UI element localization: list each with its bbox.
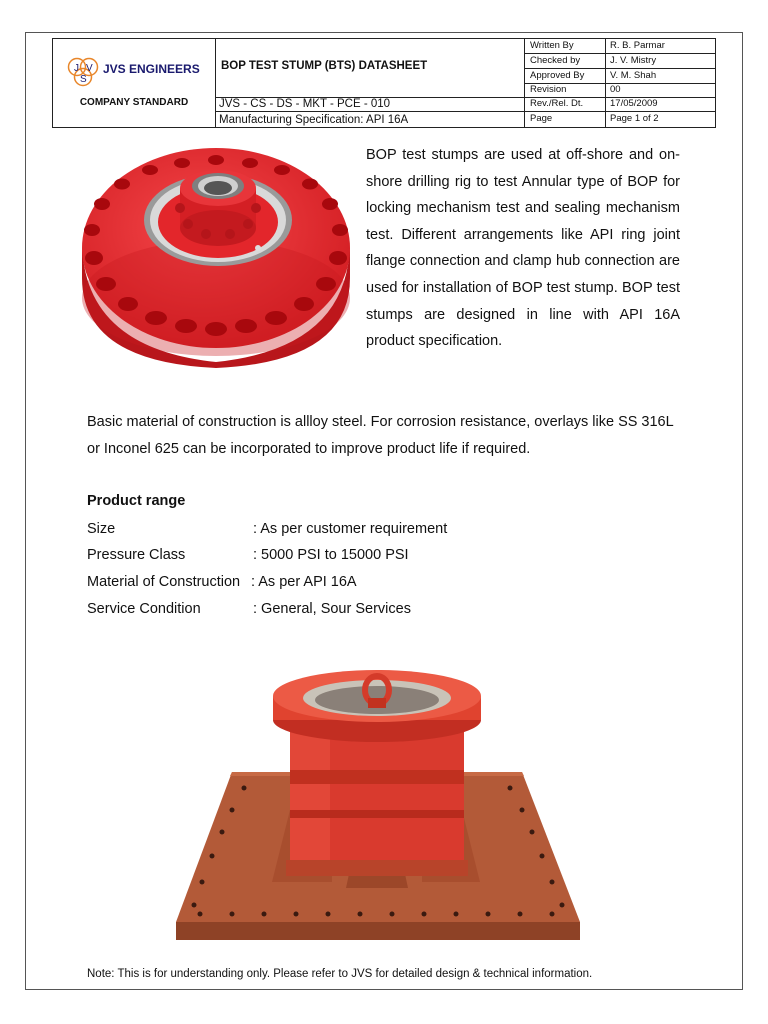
material-paragraph: Basic material of construction is allloy steel. For corrosion resistance, overlays like SS 316L or Inconel 625 can be incorporated to improve product life if required. bbox=[87, 414, 674, 457]
meta-label-written-by: Written By bbox=[530, 40, 574, 51]
spec-value: : As per customer requirement bbox=[253, 521, 448, 537]
meta-label-approved-by: Approved By bbox=[530, 70, 585, 81]
spec-key: Service Condition bbox=[87, 601, 201, 617]
footer-note: Note: This is for understanding only. Please refer to JVS for detailed design & technical information. bbox=[87, 968, 593, 980]
spec-key: Pressure Class bbox=[87, 547, 186, 563]
document-title: BOP TEST STUMP (BTS) DATASHEET bbox=[221, 60, 428, 72]
logo-letter-s: S bbox=[80, 74, 87, 85]
jvs-logo-icon bbox=[67, 57, 101, 87]
datasheet-header bbox=[52, 38, 716, 128]
logo-letter-j: J bbox=[74, 63, 79, 74]
manufacturing-spec: Manufacturing Specification: API 16A bbox=[219, 114, 409, 126]
meta-value-checked-by: J. V. Mistry bbox=[610, 55, 657, 66]
meta-label-page: Page bbox=[530, 113, 553, 124]
spec-value: : General, Sour Services bbox=[253, 601, 411, 617]
spec-key: Material of Construction bbox=[87, 574, 241, 590]
meta-label-revision: Revision bbox=[530, 84, 567, 95]
intro-paragraph: BOP test stumps are used at off-shore and on-shore drilling rig to test Annular type of BOP for locking mechanism test and sealing mechanism test. Different arrangements like API ring joint flange connection and clamp hub connection are used for installation of BOP test stump. BOP test stumps are designed in line with API 16A product specification. bbox=[366, 147, 680, 350]
company-standard-label: COMPANY STANDARD bbox=[79, 97, 189, 108]
spec-value: : As per API 16A bbox=[251, 574, 357, 590]
company-name: JVS ENGINEERS bbox=[103, 62, 200, 76]
meta-label-rev-date: Rev./Rel. Dt. bbox=[530, 98, 584, 109]
logo-letter-v: V bbox=[86, 63, 93, 74]
spec-key: Size bbox=[87, 521, 116, 537]
meta-value-rev-date: 17/05/2009 bbox=[610, 98, 658, 109]
meta-value-revision: 00 bbox=[610, 84, 621, 95]
meta-value-written-by: R. B. Parmar bbox=[610, 40, 665, 51]
test-stump-base-photo bbox=[172, 660, 582, 945]
meta-value-approved-by: V. M. Shah bbox=[610, 70, 657, 81]
spec-value: : 5000 PSI to 15000 PSI bbox=[253, 547, 409, 563]
test-stump-flange-photo bbox=[76, 148, 356, 370]
document-code: JVS - CS - DS - MKT - PCE - 010 bbox=[219, 98, 391, 110]
company-logo bbox=[67, 57, 217, 85]
product-range-heading: Product range bbox=[87, 493, 186, 509]
meta-label-checked-by: Checked by bbox=[530, 55, 581, 66]
meta-value-page: Page 1 of 2 bbox=[610, 113, 659, 124]
